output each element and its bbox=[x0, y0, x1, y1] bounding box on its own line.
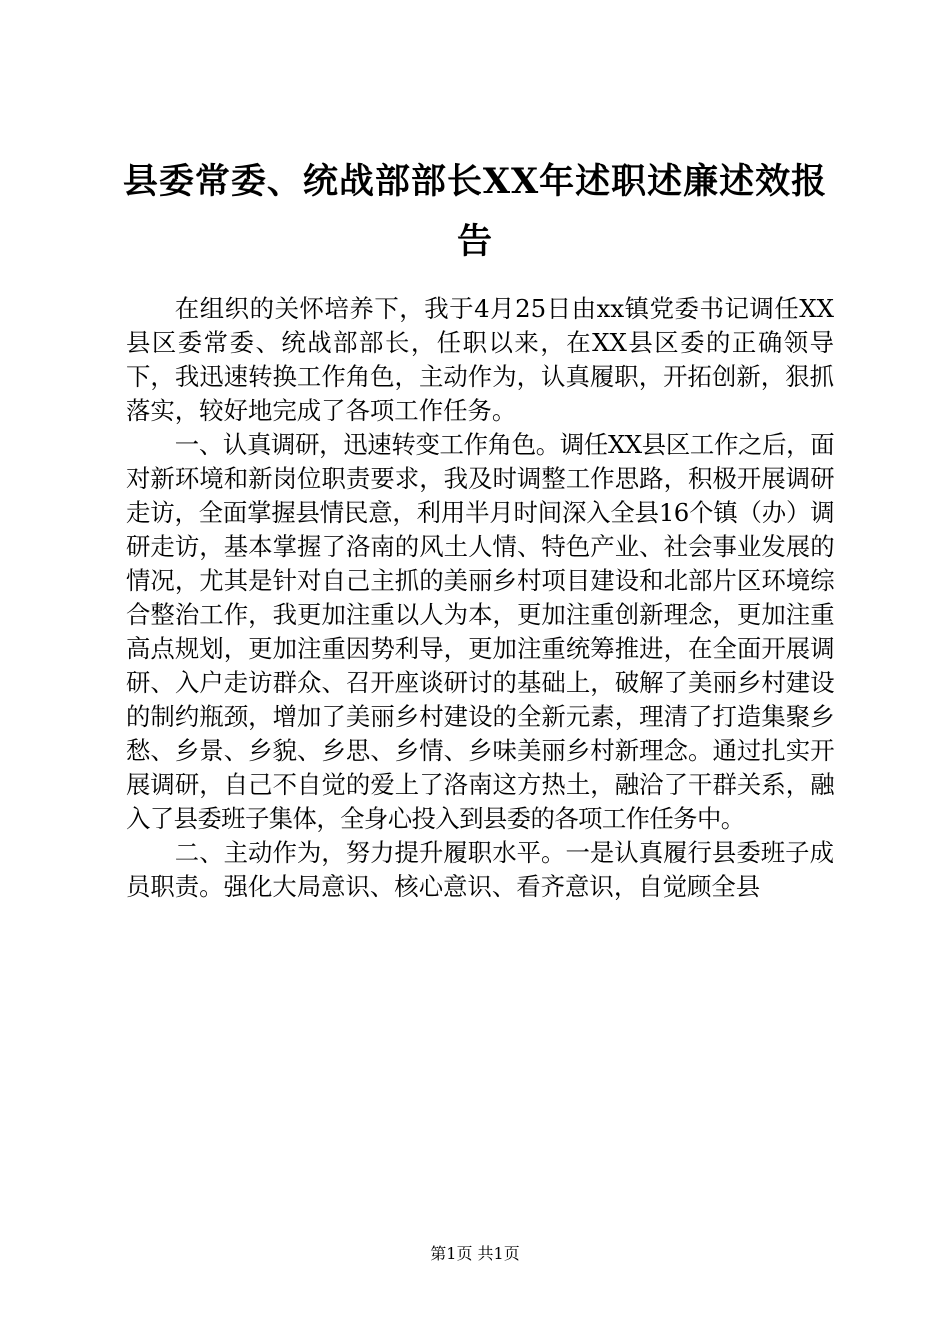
document-body bbox=[126, 292, 834, 904]
paragraph-section-2: 二、主动作为，努力提升履职水平。一是认真履行县委班子成员职责。强化大局意识、核心意识、看齐意识，自觉顾全县 bbox=[126, 838, 834, 901]
page-footer: 第1页 共1页 bbox=[430, 1244, 520, 1263]
paragraph-section-1: 一、认真调研，迅速转变工作角色。调任XX县区工作之后，面对新环境和新岗位职责要求，我及时调整工作思路，积极开展调研走访，全面掌握县情民意，利用半月时间深入全县16个镇（办）调研走访，基本掌握了洛南的风土人情、特色产业、社会事业发展的情况，尤其是针对自己主抓的美丽乡村项目建设和北部片区环境综合整治工作，我更加注重以人为本，更加注重创新理念，更加注重高点规划，更加注重因势利导，更加注重统筹推进，在全面开展调研、入户走访群众、召开座谈研讨的基础上，破解了美丽乡村建设的制约瓶颈，增加了美丽乡村建设的全新元素，理清了打造集聚乡愁、乡景、乡貌、乡思、乡情、乡味美丽乡村新理念。通过扎实开展调研，自己不自觉的爱上了洛南这方热土，融洽了干群关系，融入了县委班子集体，全身心投入到县委的各项工作任务中。 bbox=[126, 430, 834, 833]
document-title-line-2: 告 bbox=[456, 221, 493, 262]
paragraph-intro: 在组织的关怀培养下，我于4月25日由xx镇党委书记调任XX县区委常委、统战部部长，任职以来，在XX县区委的正确领导下，我迅速转换工作角色，主动作为，认真履职，开拓创新，狠抓落实，较好地完成了各项工作任务。 bbox=[126, 294, 834, 425]
document-title-line-1: 县委常委、统战部部长XX年述职述廉述效报 bbox=[122, 161, 828, 202]
